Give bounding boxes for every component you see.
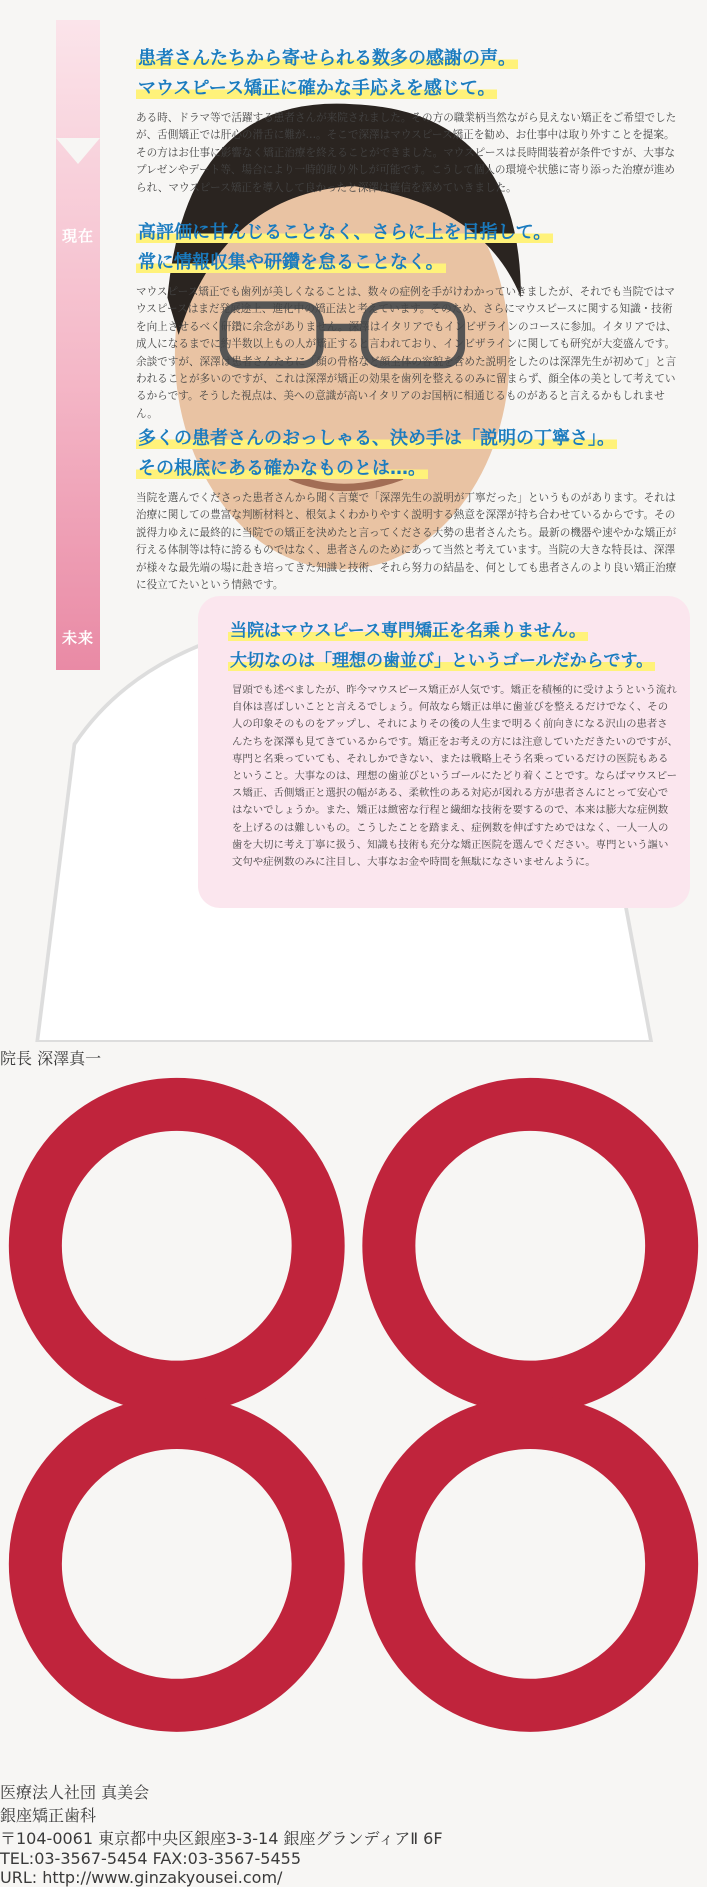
heading-line-2: その根底にある確かなものとは…。 [138, 458, 426, 479]
section-explanation [136, 424, 682, 594]
clinic-logo-icon [0, 1069, 707, 1776]
timeline-label-present: 現在 [61, 227, 94, 245]
heading-line-1: 多くの患者さんのおっしゃる、決め手は「説明の丁寧さ」。 [138, 428, 615, 449]
timeline-label-future: 未来 [61, 629, 94, 647]
section-heading [136, 44, 682, 104]
clinic-tel-fax: TEL:03-3567-5454 FAX:03-3567-5455 [0, 1848, 301, 1868]
clinic-org: 医療法人社団 真美会 [0, 1782, 150, 1802]
timeline-arrow [56, 138, 100, 164]
clinic-contact [0, 1826, 707, 1887]
clinic-name: 銀座矯正歯科 [0, 1805, 97, 1825]
section-research [136, 218, 682, 423]
heading-line-2: 大切なのは「理想の歯並び」というゴールだからです。 [230, 651, 654, 671]
heading-line-1: 患者さんたちから寄せられる数多の感謝の声。 [138, 48, 516, 69]
doctor-caption: 院長 深澤真一 [0, 1048, 102, 1068]
heading-line-1: 高評価に甘んじることなく、さらに上を目指して。 [138, 222, 552, 243]
heading-line-2: 常に情報収集や研鑽を怠ることなく。 [138, 252, 444, 273]
section-body: マウスピース矯正でも歯列が美しくなることは、数々の症例を手がけわかっていきましたが、それでも当院ではマウスピースはまだ発展途上、進化中の矯正法と考えています。そのため、さらにマウスピースに関する知識・技術を向上させるべく研鑽に余念がありません。深澤はイタリアでもインビザラインのコースに参加。イタリアでは、成人になるまでに約半数以上もの人が矯正すると言われており、インビザラインに関しても研究が大変盛んです。余談ですが、深澤は患者さんたちに「顔の骨格など顔全体の容貌を含めた説明をしたのは深澤先生が初めて」と言われることが多いのですが、これは深澤が矯正の効果を歯列を整えるのみに留まらず、顔全体の美として考えているからです。そうした視点は、美への意識が高いイタリアのお国柄に相通じるものがあると言えるかもしれません。 [136, 286, 677, 420]
section-gratitude [136, 44, 682, 197]
clinic-url[interactable]: URL: http://www.ginzakyousei.com/ [0, 1867, 283, 1887]
timeline-bar [56, 20, 100, 670]
section-body: 冒頭でも述べましたが、昨今マウスピース矯正が人気です。矯正を積極的に受けようという流れ自体は喜ばしいことと言えるでしょう。何故なら矯正は単に歯並びを整えるだけでなく、その人の印象そのものをアップし、それによりその後の人生まで明るく前向きになる沢山の患者さんたちを深澤も見てきているからです。矯正をお考えの方には注意していただきたいのですが、専門と名乗っていても、それしかできない、または戦略上そう名乗っているだけの医院もあるということ。大事なのは、理想の歯並びというゴールにたどり着くことです。ならばマウスピース矯正、舌側矯正と選択の幅がある、柔軟性のある対応が図れる方が患者さんにとって安心ではないでしょうか。また、矯正は緻密な行程と繊細な技術を要するので、本来は膨大な症例数を上げるのは難しいもの。こうしたことを踏まえ、症例数を伸ばすためではなく、一人一人の歯を大切に考え丁寧に扱う、知識も技術も充分な矯正医院を選んでください。専門という謳い文句や症例数のみに注目し、大事なお金や時間を無駄になさいませんように。 [232, 684, 678, 869]
section-body: ある時、ドラマ等で活躍する患者さんが来院されました。その方の職業柄当然ながら見えない矯正をご希望でしたが、舌側矯正では肝心の滑舌に難が…。そこで深澤はマウスピース矯正を勧め、お仕事中は取り外すことを提案。その方はお仕事に影響なく矯正治療を終えることができました。マウスピースは長時間装着が条件ですが、大事なプレゼンやデート等、場合により一時的取り外しが可能です。こうして個人の環境や状態に寄り添った治療が進められ、マウスピース矯正を導入して良かったと深澤は確信を深めていきました。 [136, 112, 677, 194]
section-heading [136, 424, 682, 484]
heading-line-2: マウスピース矯正に確かな手応えを感じて。 [138, 78, 496, 99]
section-heading [228, 616, 678, 676]
section-heading [136, 218, 682, 278]
clinic-address: 〒104-0061 東京都中央区銀座3-3-14 銀座グランディアⅡ 6F [0, 1828, 443, 1848]
section-future [228, 616, 678, 871]
heading-line-1: 当院はマウスピース専門矯正を名乗りません。 [230, 621, 586, 641]
section-body: 当院を選んでくださった患者さんから聞く言葉で「深澤先生の説明が丁寧だった」というものがあります。それは治療に関しての豊富な判断材料と、根気よくわかりやすく説明する熱意を深澤が持ち合わせているからです。その説得力ゆえに最終的に当院での矯正を決めたと言ってくださる大勢の患者さんたち。最新の機器や速やかな矯正が行える体制等は特に誇るものではなく、患者さんのためにあって当然と考えています。当院の大きな特長は、深澤が様々な最先端の場に赴き培ってきた知識と技術、それら努力の結晶を、何としても患者さんのより良い矯正治療に役立てたいという情熱です。 [136, 492, 677, 592]
